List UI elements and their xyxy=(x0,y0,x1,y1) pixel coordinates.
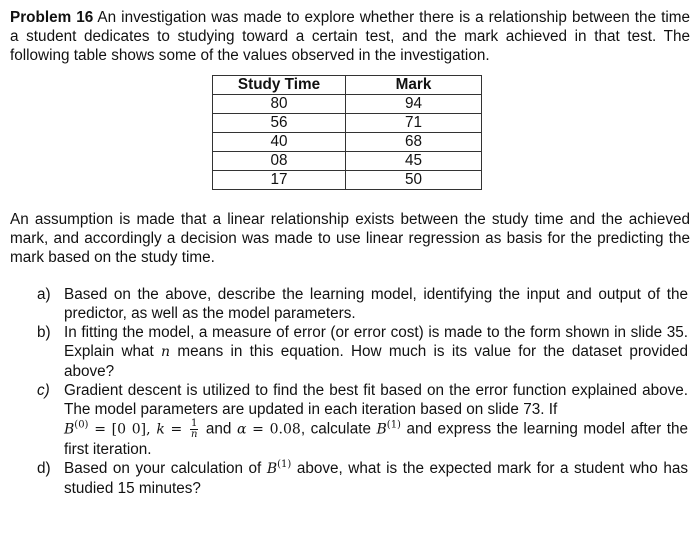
question-b xyxy=(37,323,689,381)
question-text: above, what is the expected mark for a student who has studied 15 minutes? xyxy=(64,460,688,497)
study-time-cell: 80 xyxy=(213,95,346,114)
fraction-denominator: n xyxy=(190,429,198,440)
question-text: In fitting the model, a measure of error (or error cost) is made to the form shown in slide 35. Explain what xyxy=(64,324,688,360)
question-text: and express the learning model after the first iteration. xyxy=(64,420,688,458)
math-variable-alpha: α xyxy=(236,421,247,438)
problem-page xyxy=(10,8,690,498)
question-c xyxy=(37,381,688,459)
math-superscript: (0) xyxy=(74,419,89,431)
question-text: means in this equation. How much is its value for the dataset provided above? xyxy=(64,343,689,380)
table-row xyxy=(213,133,482,152)
mark-cell: 71 xyxy=(346,114,482,133)
study-time-cell: 56 xyxy=(213,114,346,133)
question-text: Gradient descent is utilized to find the best fit based on the error function explained above. The model parameters are updated in each iteration based on slide 73. If xyxy=(64,382,688,418)
question-letter: a) xyxy=(37,286,51,303)
math-learning-rate: = 0.08 xyxy=(246,421,301,438)
mark-cell: 94 xyxy=(346,95,482,114)
math-variable-k: k xyxy=(156,421,165,438)
problem-intro: An investigation was made to explore whether there is a relationship between the time a student dedicates to studying toward a certain test, and the mark achieved in that test. The following table shows some of the values observed in the investigation. xyxy=(10,9,690,64)
math-variable-B: B xyxy=(266,461,278,477)
math-variable-B: B xyxy=(64,421,75,438)
question-letter: b) xyxy=(37,324,51,341)
table-row xyxy=(213,114,482,133)
mark-cell: 68 xyxy=(346,133,482,152)
math-superscript: (1) xyxy=(277,459,292,470)
table-row xyxy=(213,171,482,190)
table-row xyxy=(213,152,482,171)
mark-cell: 45 xyxy=(346,152,482,171)
question-a xyxy=(37,285,688,323)
math-variable-n: n xyxy=(161,344,171,360)
question-d xyxy=(37,459,688,498)
observations-table xyxy=(212,75,482,190)
question-letter: d) xyxy=(37,460,51,477)
problem-label: Problem 16 xyxy=(10,9,94,26)
column-header-study-time: Study Time xyxy=(213,76,346,95)
table-header-row xyxy=(213,76,482,95)
column-header-mark: Mark xyxy=(346,76,482,95)
math-variable-B: B xyxy=(376,421,387,438)
question-list xyxy=(37,285,689,498)
question-text: , calculate xyxy=(300,420,377,438)
fraction-numerator: 1 xyxy=(191,418,198,429)
study-time-cell: 40 xyxy=(213,133,346,152)
study-time-cell: 17 xyxy=(213,171,346,190)
math-fraction xyxy=(190,419,198,440)
problem-statement xyxy=(10,8,690,65)
mark-cell: 50 xyxy=(346,171,482,190)
math-superscript: (1) xyxy=(386,419,401,431)
question-text: Based on the above, describe the learning model, identifying the input and output of the predictor, as well as the model parameters. xyxy=(64,286,688,322)
math-equals: = xyxy=(164,421,188,438)
assumption-paragraph: An assumption is made that a linear relationship exists between the study time and the achieved mark, and accordingly a decision was made to use linear regression as basis for the predicting the mark based on the study time. xyxy=(10,211,690,266)
table-row xyxy=(213,95,482,114)
study-time-cell: 08 xyxy=(213,152,346,171)
math-initial-params: = [0 0], xyxy=(88,421,157,438)
question-text: and xyxy=(200,420,237,438)
question-text: Based on your calculation of xyxy=(64,460,267,477)
question-letter: c) xyxy=(37,382,50,399)
